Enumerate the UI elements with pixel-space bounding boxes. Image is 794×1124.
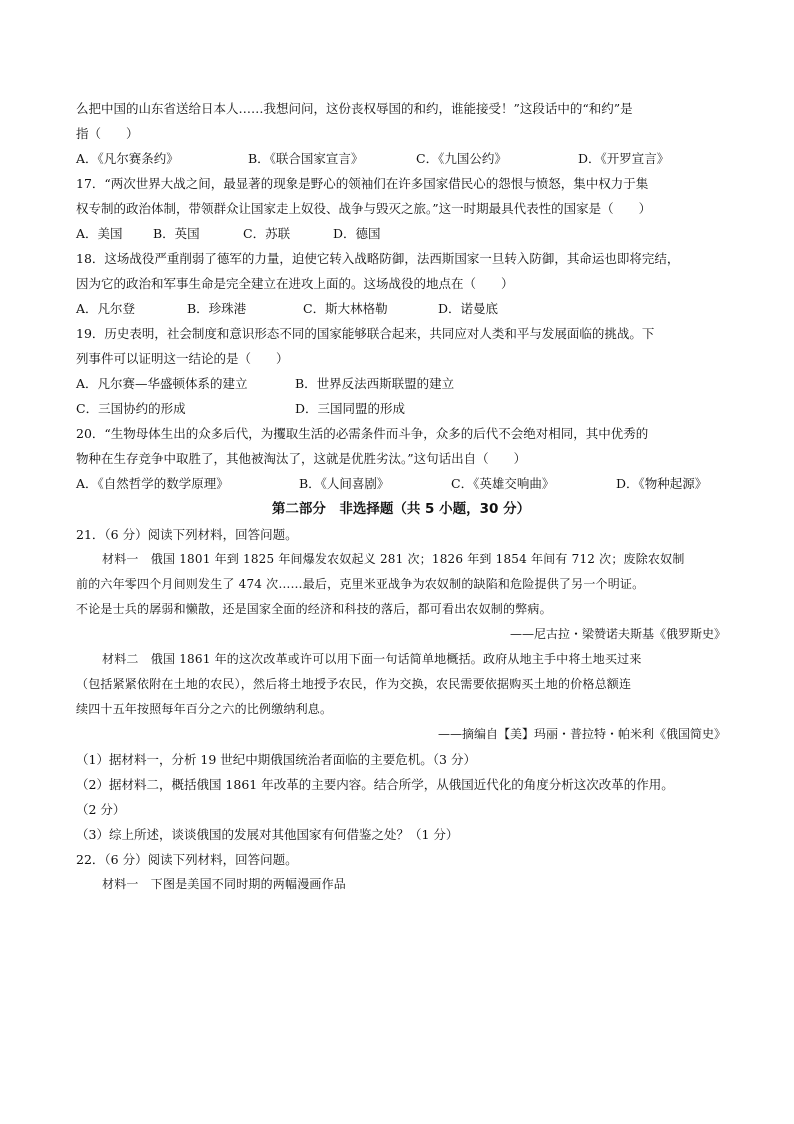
question-18-line-2: 因为它的政治和军事生命是完全建立在进攻上面的。这场战役的地点在（ ） (76, 276, 514, 291)
option-d[interactable]: D．三国同盟的形成 (295, 401, 406, 416)
option-d[interactable]: D．诺曼底 (438, 301, 499, 316)
question-18-line-1: 18．这场战役严重削弱了德军的力量，迫使它转入战略防御，法西斯国家一旦转入防御，其命运也即将完结， (76, 251, 680, 266)
question-20-options (76, 471, 726, 496)
question-17 (76, 171, 726, 246)
sub-question-1: （1）据材料一，分析 19 世纪中期俄国统治者面临的主要危机。（3 分） (76, 752, 476, 767)
material-1-source: ——尼古拉・梁赞诺夫斯基《俄罗斯史》 (509, 627, 726, 641)
question-19-options-row-1 (76, 371, 726, 396)
question-16-line-1: 么把中国的山东省送给日本人……我想问问，这份丧权辱国的和约，谁能接受！”这段话中的“和约”是 (76, 101, 633, 116)
question-20-line-1: 20．“生物母体生出的众多后代，为攫取生活的必需条件而斗争，众多的后代不会绝对相同，其中优秀的 (76, 426, 649, 441)
option-c[interactable]: C．三国协约的形成 (76, 401, 186, 416)
material-1-line-1: 材料一 俄国 1801 年到 1825 年间爆发农奴起义 281 次；1826 年到 1854 年间有 712 次；废除农奴制 (102, 552, 685, 566)
option-a[interactable]: A．凡尔赛—华盛顿体系的建立 (76, 376, 248, 391)
option-a[interactable]: A．美国 (76, 226, 123, 241)
material-1-line-2: 前的六年零四个月间则发生了 474 次……最后，克里米亚战争为农奴制的缺陷和危险提供了另一个明证。 (76, 577, 645, 591)
sub-question-2-line-2: （2 分） (76, 802, 126, 817)
section-2-title: 第二部分 非选择题（共 5 小题，30 分） (271, 501, 531, 517)
material-2-line-2: （包括紧紧依附在土地的农民），然后将土地授予农民，作为交换，农民需要依据购买土地的价格总额连 (76, 677, 632, 691)
sub-question-3: （3）综上所述，谈谈俄国的发展对其他国家有何借鉴之处？（1 分） (76, 827, 459, 842)
option-d[interactable]: D．《物种起源》 (616, 476, 708, 491)
question-21 (76, 522, 726, 847)
option-c[interactable]: C．苏联 (243, 226, 291, 241)
material-1-line-3: 不论是士兵的孱弱和懒散，还是国家全面的经济和科技的落后，都可看出农奴制的弊病。 (76, 602, 552, 616)
question-18 (76, 246, 726, 321)
material-2-line-3: 续四十五年按照每年百分之六的比例缴纳利息。 (76, 702, 333, 716)
option-a[interactable]: A．《自然哲学的数学原理》 (76, 476, 229, 491)
material-2-line-1: 材料二 俄国 1861 年的这次改革或许可以用下面一句话简单地概括。政府从地主手中将土地买过来 (102, 652, 642, 666)
question-16 (76, 96, 726, 171)
question-17-line-1: 17．“两次世界大战之间，最显著的现象是野心的领袖们在许多国家借民心的怨恨与愤怒，集中权力于集 (76, 176, 649, 191)
material-2-source: ——摘编自【美】玛丽・普拉特・帕米利《俄国简史》 (437, 727, 726, 741)
question-17-line-2: 权专制的政治体制，带领群众让国家走上奴役、战争与毁灭之旅。”这一时期最具代表性的国家是（ ） (76, 201, 652, 216)
question-18-options (76, 296, 726, 321)
question-22-material-1: 材料一 下图是美国不同时期的两幅漫画作品 (102, 877, 347, 891)
option-b[interactable]: B．珍珠港 (187, 301, 247, 316)
question-22 (76, 847, 726, 897)
question-17-options (76, 221, 726, 246)
option-d[interactable]: D．德国 (333, 226, 381, 241)
option-b[interactable]: B．英国 (153, 226, 200, 241)
option-a[interactable]: A．《凡尔赛条约》 (76, 151, 179, 166)
option-c[interactable]: C．《九国公约》 (416, 151, 507, 166)
question-20-line-2: 物种在生存竞争中取胜了，其他被淘汰了，这就是优胜劣汰。”这句话出自（ ） (76, 451, 527, 466)
option-b[interactable]: B．《联合国家宣言》 (248, 151, 364, 166)
option-c[interactable]: C．斯大林格勒 (303, 301, 388, 316)
option-a[interactable]: A．凡尔登 (76, 301, 136, 316)
option-b[interactable]: B．世界反法西斯联盟的建立 (295, 376, 455, 391)
option-d[interactable]: D．《开罗宣言》 (578, 151, 670, 166)
question-19-options-row-2 (76, 396, 726, 421)
question-22-stem: 22．（6 分）阅读下列材料，回答问题。 (76, 852, 298, 867)
question-19-line-1: 19．历史表明，社会制度和意识形态不同的国家能够联合起来，共同应对人类和平与发展面临的挑战。下 (76, 326, 655, 341)
exam-page (76, 96, 726, 897)
sub-question-2-line-1: （2）据材料二，概括俄国 1861 年改革的主要内容。结合所学，从俄国近代化的角度分析这次改革的作用。 (76, 777, 674, 792)
question-16-line-2: 指（ ） (76, 126, 139, 141)
option-b[interactable]: B．《人间喜剧》 (299, 476, 390, 491)
question-19 (76, 321, 726, 421)
option-c[interactable]: C．《英雄交响曲》 (451, 476, 555, 491)
question-21-stem: 21．（6 分）阅读下列材料，回答问题。 (76, 527, 298, 542)
question-16-options (76, 146, 726, 171)
question-20 (76, 421, 726, 496)
question-19-line-2: 列事件可以证明这一结论的是（ ） (76, 351, 289, 366)
